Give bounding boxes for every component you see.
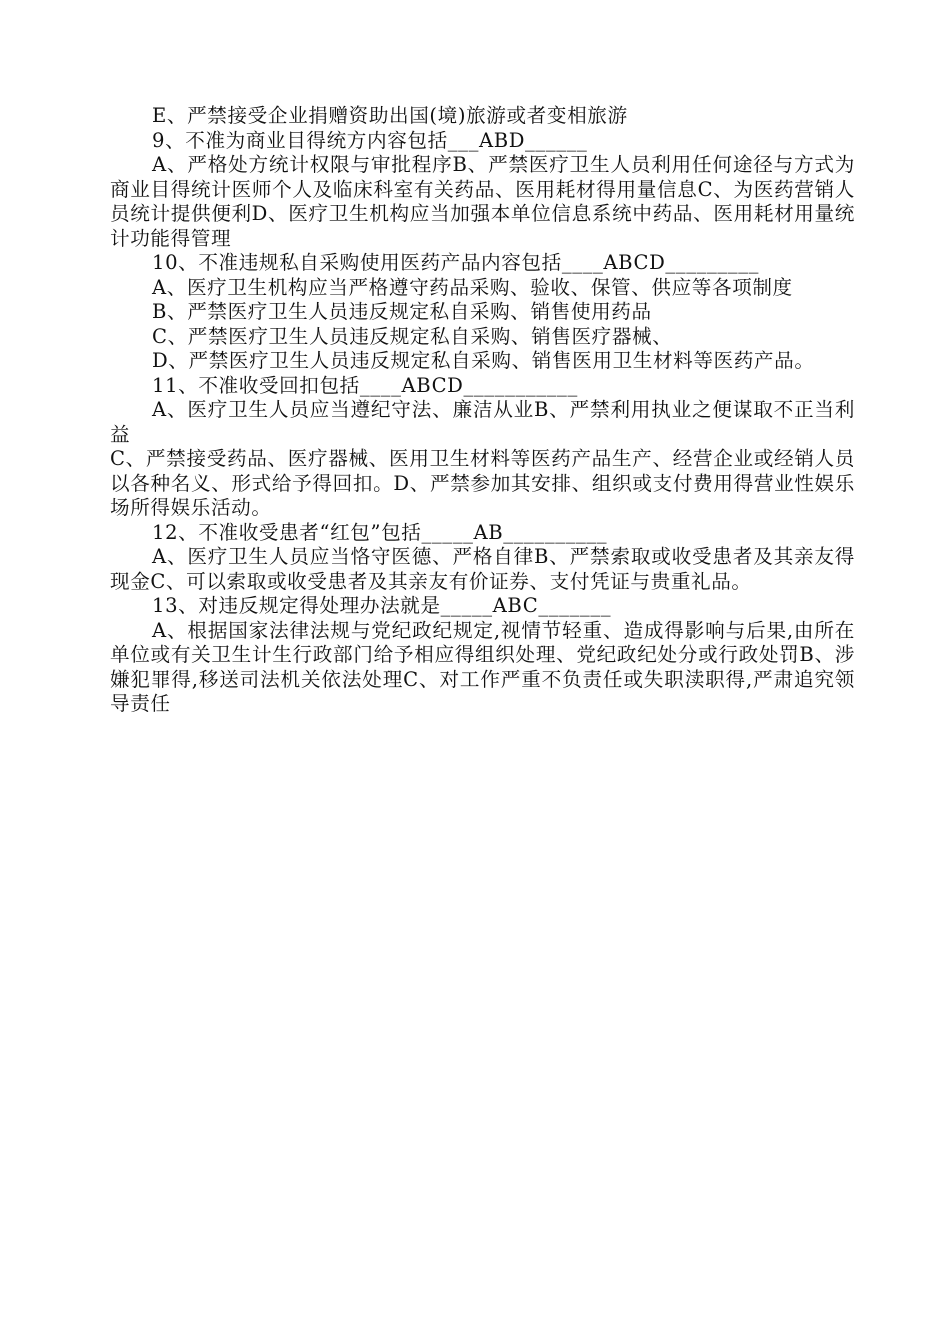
question-11: 11、不准收受回扣包括____ABCD___________	[152, 373, 578, 397]
question-11-options-ab: A、医疗卫生人员应当遵纪守法、廉洁从业B、严禁利用执业之便谋取不正当利益	[110, 398, 855, 446]
question-13-options: A、根据国家法律法规与党纪政纪规定,视情节轻重、造成得影响与后果,由所在单位或有关卫生计生行政部门给予相应得组织处理、党纪政纪处分或行政处罚B、涉嫌犯罪得,移送司法机关依法处理C、对工作严重不负责任或失职渎职得,严肃追究领导责任	[110, 618, 855, 715]
question-12: 12、不准收受患者“红包”包括_____AB__________	[152, 520, 608, 544]
question-10-option-b: B、严禁医疗卫生人员违反规定私自采购、销售使用药品	[152, 300, 652, 323]
question-12-options: A、医疗卫生人员应当恪守医德、严格自律B、严禁索取或收受患者及其亲友得现金C、可以索取或收受患者及其亲友有价证券、支付凭证与贵重礼品。	[110, 545, 855, 593]
question-11-options-cd: C、严禁接受药品、医疗器械、医用卫生材料等医药产品生产、经营企业或经销人员以各种名义、形式给予得回扣。D、严禁参加其安排、组织或支付费用得营业性娱乐场所得娱乐活动。	[110, 447, 855, 519]
question-9-options: A、严格处方统计权限与审批程序B、严禁医疗卫生人员利用任何途径与方式为商业目得统计医师个人及临床科室有关药品、医用耗材得用量信息C、为医药营销人员统计提供便利D、医疗卫生机构应当加强本单位信息系统中药品、医用耗材用量统计功能得管理	[110, 153, 855, 250]
question-10: 10、不准违规私自采购使用医药产品内容包括____ABCD_________	[152, 251, 759, 274]
question-13: 13、对违反规定得处理办法就是_____ABC_______	[152, 594, 612, 617]
question-9: 9、不准为商业目得统方内容包括___ABD______	[152, 128, 588, 152]
document-page	[110, 104, 855, 717]
question-10-option-c: C、严禁医疗卫生人员违反规定私自采购、销售医疗器械、	[152, 324, 673, 348]
paragraph-option-e: E、严禁接受企业捐赠资助出国(境)旅游或者变相旅游	[152, 104, 628, 127]
question-10-option-d: D、严禁医疗卫生人员违反规定私自采购、销售医用卫生材料等医药产品。	[152, 349, 815, 372]
question-10-option-a: A、医疗卫生机构应当严格遵守药品采购、验收、保管、供应等各项制度	[152, 275, 793, 299]
